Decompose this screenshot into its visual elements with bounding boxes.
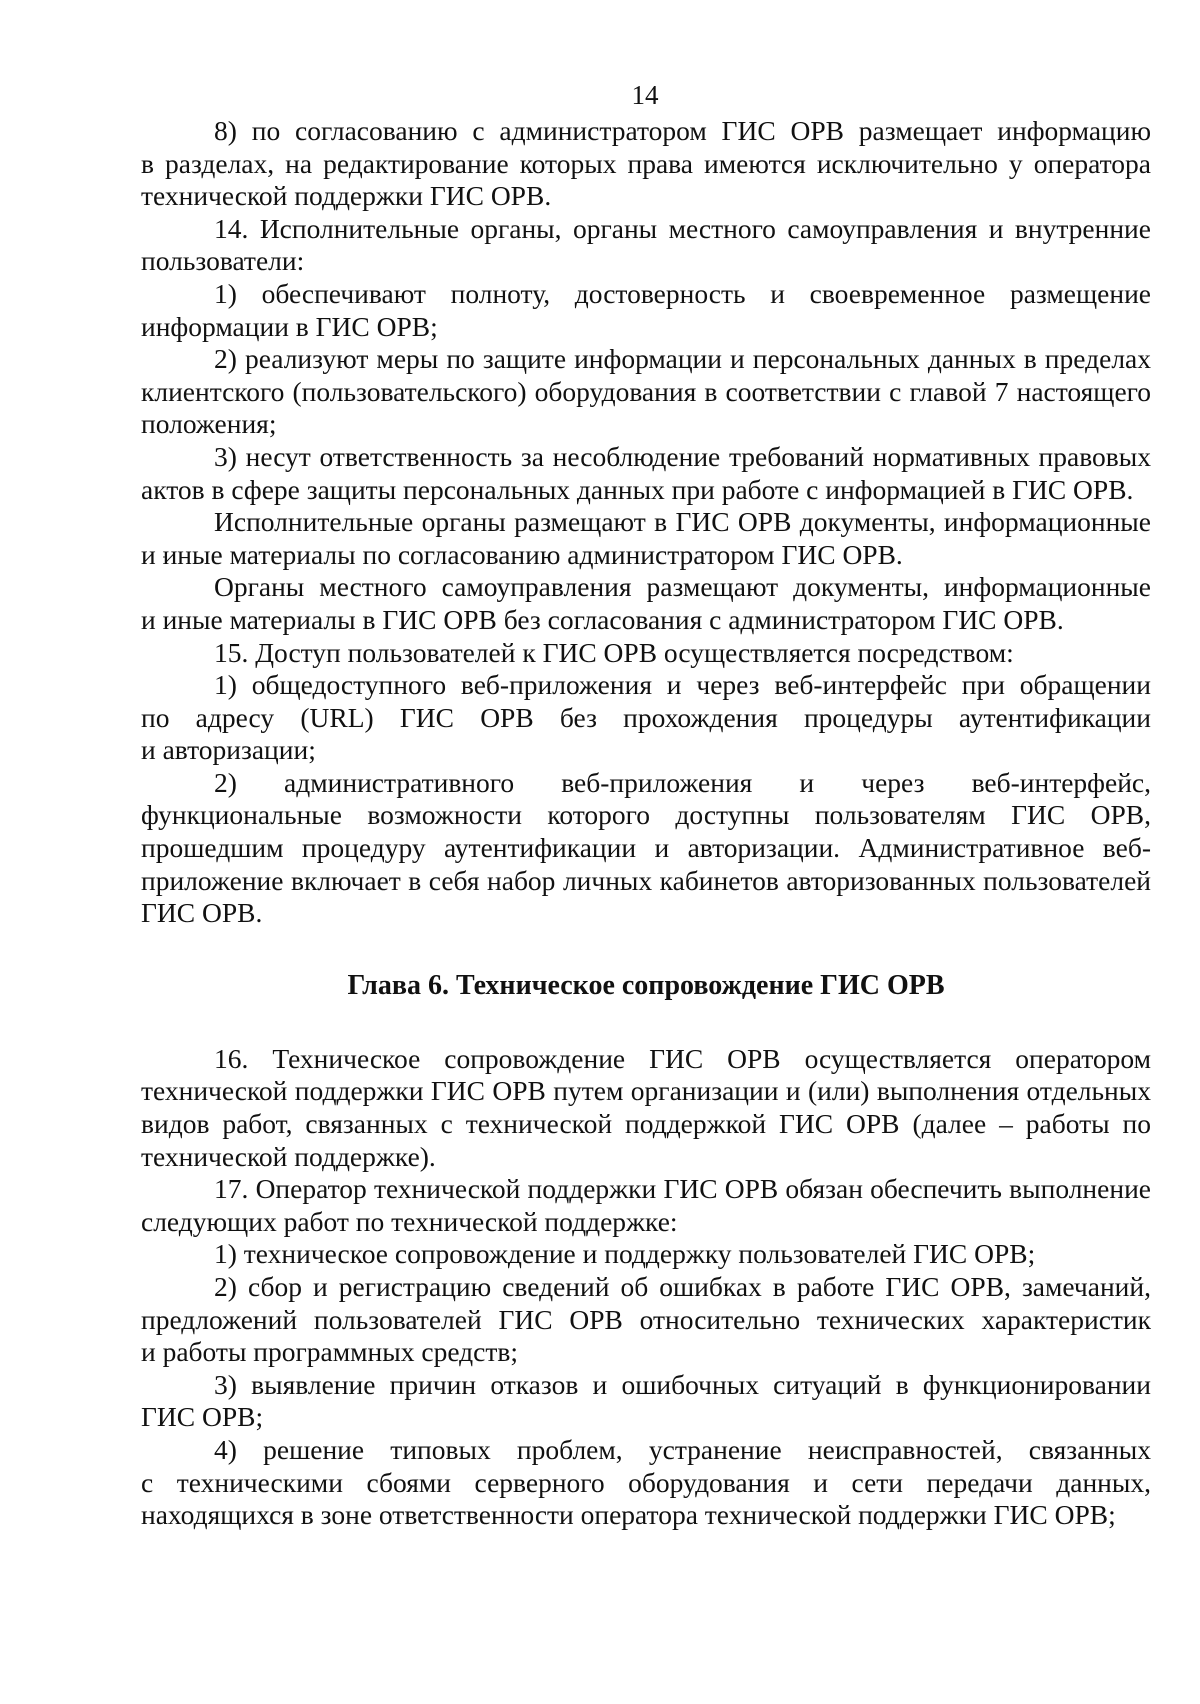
paragraph-executive-bodies: Исполнительные органы размещают в ГИС ОРВ документы, информационные и иные материалы по согласованию администратором ГИС ОРВ. — [141, 506, 1151, 570]
paragraph-local-government: Органы местного самоуправления размещают документы, информационные и иные материалы в ГИС ОРВ без согласования с администратором ГИС ОРВ. — [141, 571, 1151, 635]
paragraph-section-14: 14. Исполнительные органы, органы местного самоуправления и внутренние пользователи: — [141, 212, 1151, 277]
paragraph-section-17: 17. Оператор технической поддержки ГИС ОРВ обязан обеспечить выполнение следующих работ по технической поддержке: — [141, 1173, 1151, 1237]
paragraph-item-17-4: 4) решение типовых проблем, устранение неисправностей, связанных с техническими сбоями серверного оборудования и сети передачи данных, находящихся в зоне ответственности оператора технической поддержки ГИС ОРВ; — [141, 1433, 1151, 1531]
paragraph-item-15-2: 2) административного веб-приложения и через веб-интерфейс, функциональные возможности которого доступны пользователям ГИС ОРВ, прошедшим процедуру аутентификации и авторизации. Административное веб-приложение включает в себя набор личных кабинетов авторизованных пользователей ГИС ОРВ. — [141, 766, 1151, 929]
paragraph-item-14-1: 1) обеспечивают полноту, достоверность и своевременное размещение информации в ГИС ОРВ; — [141, 277, 1151, 342]
paragraph-item-8: 8) по согласованию с администратором ГИС ОРВ размещает информацию в разделах, на редактирование которых права имеются исключительно у оператора технической поддержки ГИС ОРВ. — [141, 115, 1151, 212]
paragraph-item-17-2: 2) сбор и регистрацию сведений об ошибках в работе ГИС ОРВ, замечаний, предложений пользователей ГИС ОРВ относительно технических характеристик и работы программных средств; — [141, 1271, 1151, 1368]
paragraph-section-16: 16. Техническое сопровождение ГИС ОРВ осуществляется оператором технической поддержки ГИС ОРВ путем организации и (или) выполнения отдельных видов работ, связанных с технической поддержкой ГИС ОРВ (далее – работы по технической поддержке). — [141, 1042, 1151, 1172]
document-body — [141, 115, 1151, 1532]
paragraph-item-17-1: 1) техническое сопровождение и поддержку пользователей ГИС ОРВ; — [214, 1238, 1036, 1270]
chapter-heading: Глава 6. Техническое сопровождение ГИС ОРВ — [347, 969, 945, 1001]
page-number: 14 — [631, 80, 659, 110]
paragraph-item-14-3: 3) несут ответственность за несоблюдение требований нормативных правовых актов в сфере защиты персональных данных при работе с информацией в ГИС ОРВ. — [141, 440, 1151, 505]
paragraph-item-17-3: 3) выявление причин отказов и ошибочных ситуаций в функционировании ГИС ОРВ; — [141, 1368, 1151, 1433]
paragraph-item-15-1: 1) общедоступного веб-приложения и через веб-интерфейс при обращении по адресу (URL) ГИС ОРВ без прохождения процедуры аутентификации и авторизации; — [141, 669, 1151, 766]
paragraph-section-15: 15. Доступ пользователей к ГИС ОРВ осуществляется посредством: — [214, 636, 1014, 668]
paragraph-item-14-2: 2) реализуют меры по защите информации и персональных данных в пределах клиентского (пользовательского) оборудования в соответствии с главой 7 настоящего положения; — [141, 343, 1151, 440]
